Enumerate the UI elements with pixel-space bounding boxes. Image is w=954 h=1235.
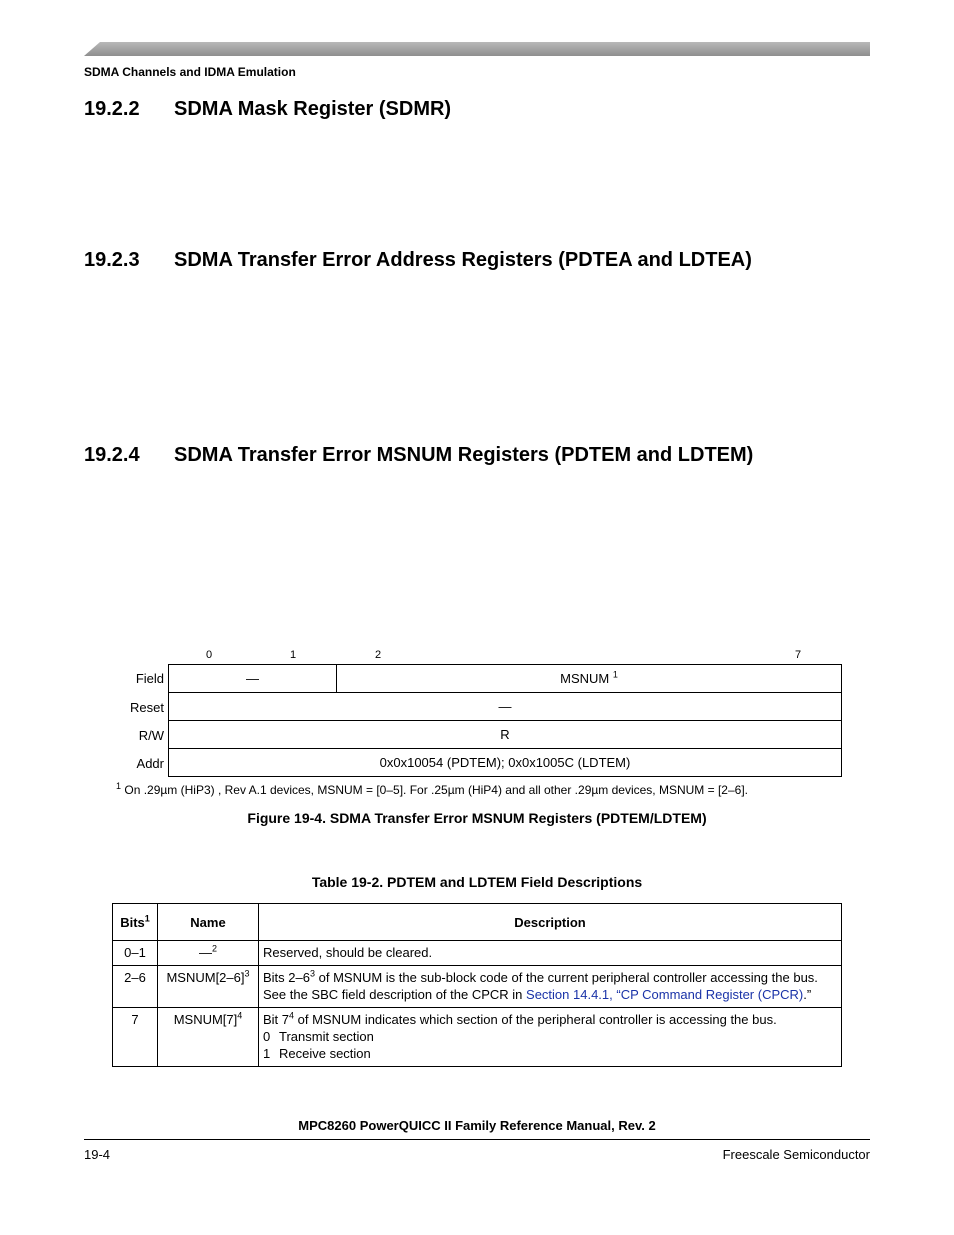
register-addr-row <box>169 749 842 777</box>
cell-name <box>158 941 259 966</box>
option-text: Transmit section <box>279 1029 374 1044</box>
register-footnote <box>116 783 748 797</box>
footnote-ref: 3 <box>309 968 315 979</box>
table-caption: Table 19-2. PDTEM and LDTEM Field Descriptions <box>311 874 643 890</box>
reset-value-cell: — <box>169 693 842 721</box>
footnote-ref: 3 <box>244 968 250 979</box>
figure-caption: Figure 19-4. SDMA Transfer Error MSNUM Registers (PDTEM/LDTEM) <box>247 810 707 826</box>
cell-name-text: MSNUM[7] <box>173 1012 238 1027</box>
cell-description: Reserved, should be cleared. <box>259 941 842 966</box>
header-name: Name <box>158 904 259 941</box>
bit-label-1: 1 <box>290 649 297 661</box>
table-row <box>113 966 842 1008</box>
cell-bits: 2–6 <box>113 966 158 1008</box>
cell-name-text: MSNUM[2–6] <box>166 970 245 985</box>
option-text: Receive section <box>279 1046 371 1061</box>
section-title: SDMA Mask Register (SDMR) <box>174 98 452 120</box>
cell-name <box>158 1008 259 1067</box>
header-bits <box>113 904 158 941</box>
register-row-label-rw: R/W <box>138 728 164 743</box>
desc-text: Bits 2–6 <box>263 970 310 985</box>
cell-name-text: — <box>198 945 212 960</box>
register-row-label-addr: Addr <box>136 756 164 771</box>
running-head: SDMA Channels and IDMA Emulation <box>84 65 296 79</box>
option-receive <box>263 1045 837 1062</box>
desc-line <box>263 1011 837 1028</box>
option-key: 0 <box>263 1029 271 1044</box>
header-description: Description <box>259 904 842 941</box>
field-reserved-cell: — <box>169 665 337 693</box>
section-title: SDMA Transfer Error Address Registers (PDTEA and LDTEA) <box>174 249 752 271</box>
table-row <box>113 941 842 966</box>
header-bar <box>84 42 870 56</box>
option-key: 1 <box>263 1046 271 1061</box>
section-title: SDMA Transfer Error MSNUM Registers (PDTEM and LDTEM) <box>174 444 754 466</box>
register-reset-row <box>169 693 842 721</box>
section-number: 19.2.3 <box>84 249 140 271</box>
option-transmit <box>263 1028 837 1045</box>
addr-value-cell: 0x0x10054 (PDTEM); 0x0x1005C (LDTEM) <box>169 749 842 777</box>
cpcr-section-link[interactable]: Section 14.4.1, “CP Command Register (CPCR) <box>526 987 804 1002</box>
desc-text: of MSNUM indicates which section of the peripheral controller is accessing the bus. <box>294 1012 777 1027</box>
bit-label-2: 2 <box>375 649 382 661</box>
desc-text: .” <box>803 987 812 1002</box>
section-heading-19-2-3 <box>84 249 752 272</box>
register-row-label-reset: Reset <box>130 700 164 715</box>
footnote-ref: 1 <box>144 913 150 924</box>
bit-label-7: 7 <box>795 649 802 661</box>
section-number: 19.2.4 <box>84 444 140 466</box>
footnote-ref: 4 <box>237 1010 243 1021</box>
footer-title: MPC8260 PowerQUICC II Family Reference Manual, Rev. 2 <box>298 1118 656 1133</box>
bit-label-0: 0 <box>206 649 213 661</box>
field-msnum-cell <box>337 665 842 693</box>
register-diagram <box>168 664 842 777</box>
header-bits-label: Bits <box>120 914 145 930</box>
cell-description <box>259 1008 842 1067</box>
field-description-table <box>112 903 842 1067</box>
register-field-row <box>169 665 842 693</box>
footnote-ref: 1 <box>612 669 618 680</box>
register-rw-row <box>169 721 842 749</box>
company-name: Freescale Semiconductor <box>722 1147 870 1162</box>
cell-name <box>158 966 259 1008</box>
footnote-ref: 2 <box>211 943 217 954</box>
cell-description <box>259 966 842 1008</box>
section-heading-19-2-2 <box>84 98 451 121</box>
table-row <box>113 1008 842 1067</box>
footer-rule <box>84 1139 870 1140</box>
cell-bits: 0–1 <box>113 941 158 966</box>
footnote-mark: 1 <box>116 781 122 791</box>
desc-text: Bit 7 <box>263 1012 290 1027</box>
rw-value-cell: R <box>169 721 842 749</box>
cell-bits: 7 <box>113 1008 158 1067</box>
section-number: 19.2.2 <box>84 98 140 120</box>
section-heading-19-2-4 <box>84 444 753 467</box>
register-row-label-field: Field <box>135 671 164 686</box>
desc-text: of MSNUM is the sub-block code of the current peripheral controller accessing the bus. See the SBC field description of the CPCR in <box>263 970 818 1002</box>
footnote-ref: 4 <box>289 1010 295 1021</box>
page-number: 19-4 <box>84 1147 111 1162</box>
footnote-text: On .29µm (HiP3) , Rev A.1 devices, MSNUM = [0–5]. For .25µm (HiP4) and all other .29µm devices, MSNUM = [2–6]. <box>124 783 748 797</box>
table-header-row <box>113 904 842 941</box>
field-msnum-label: MSNUM <box>560 671 610 686</box>
